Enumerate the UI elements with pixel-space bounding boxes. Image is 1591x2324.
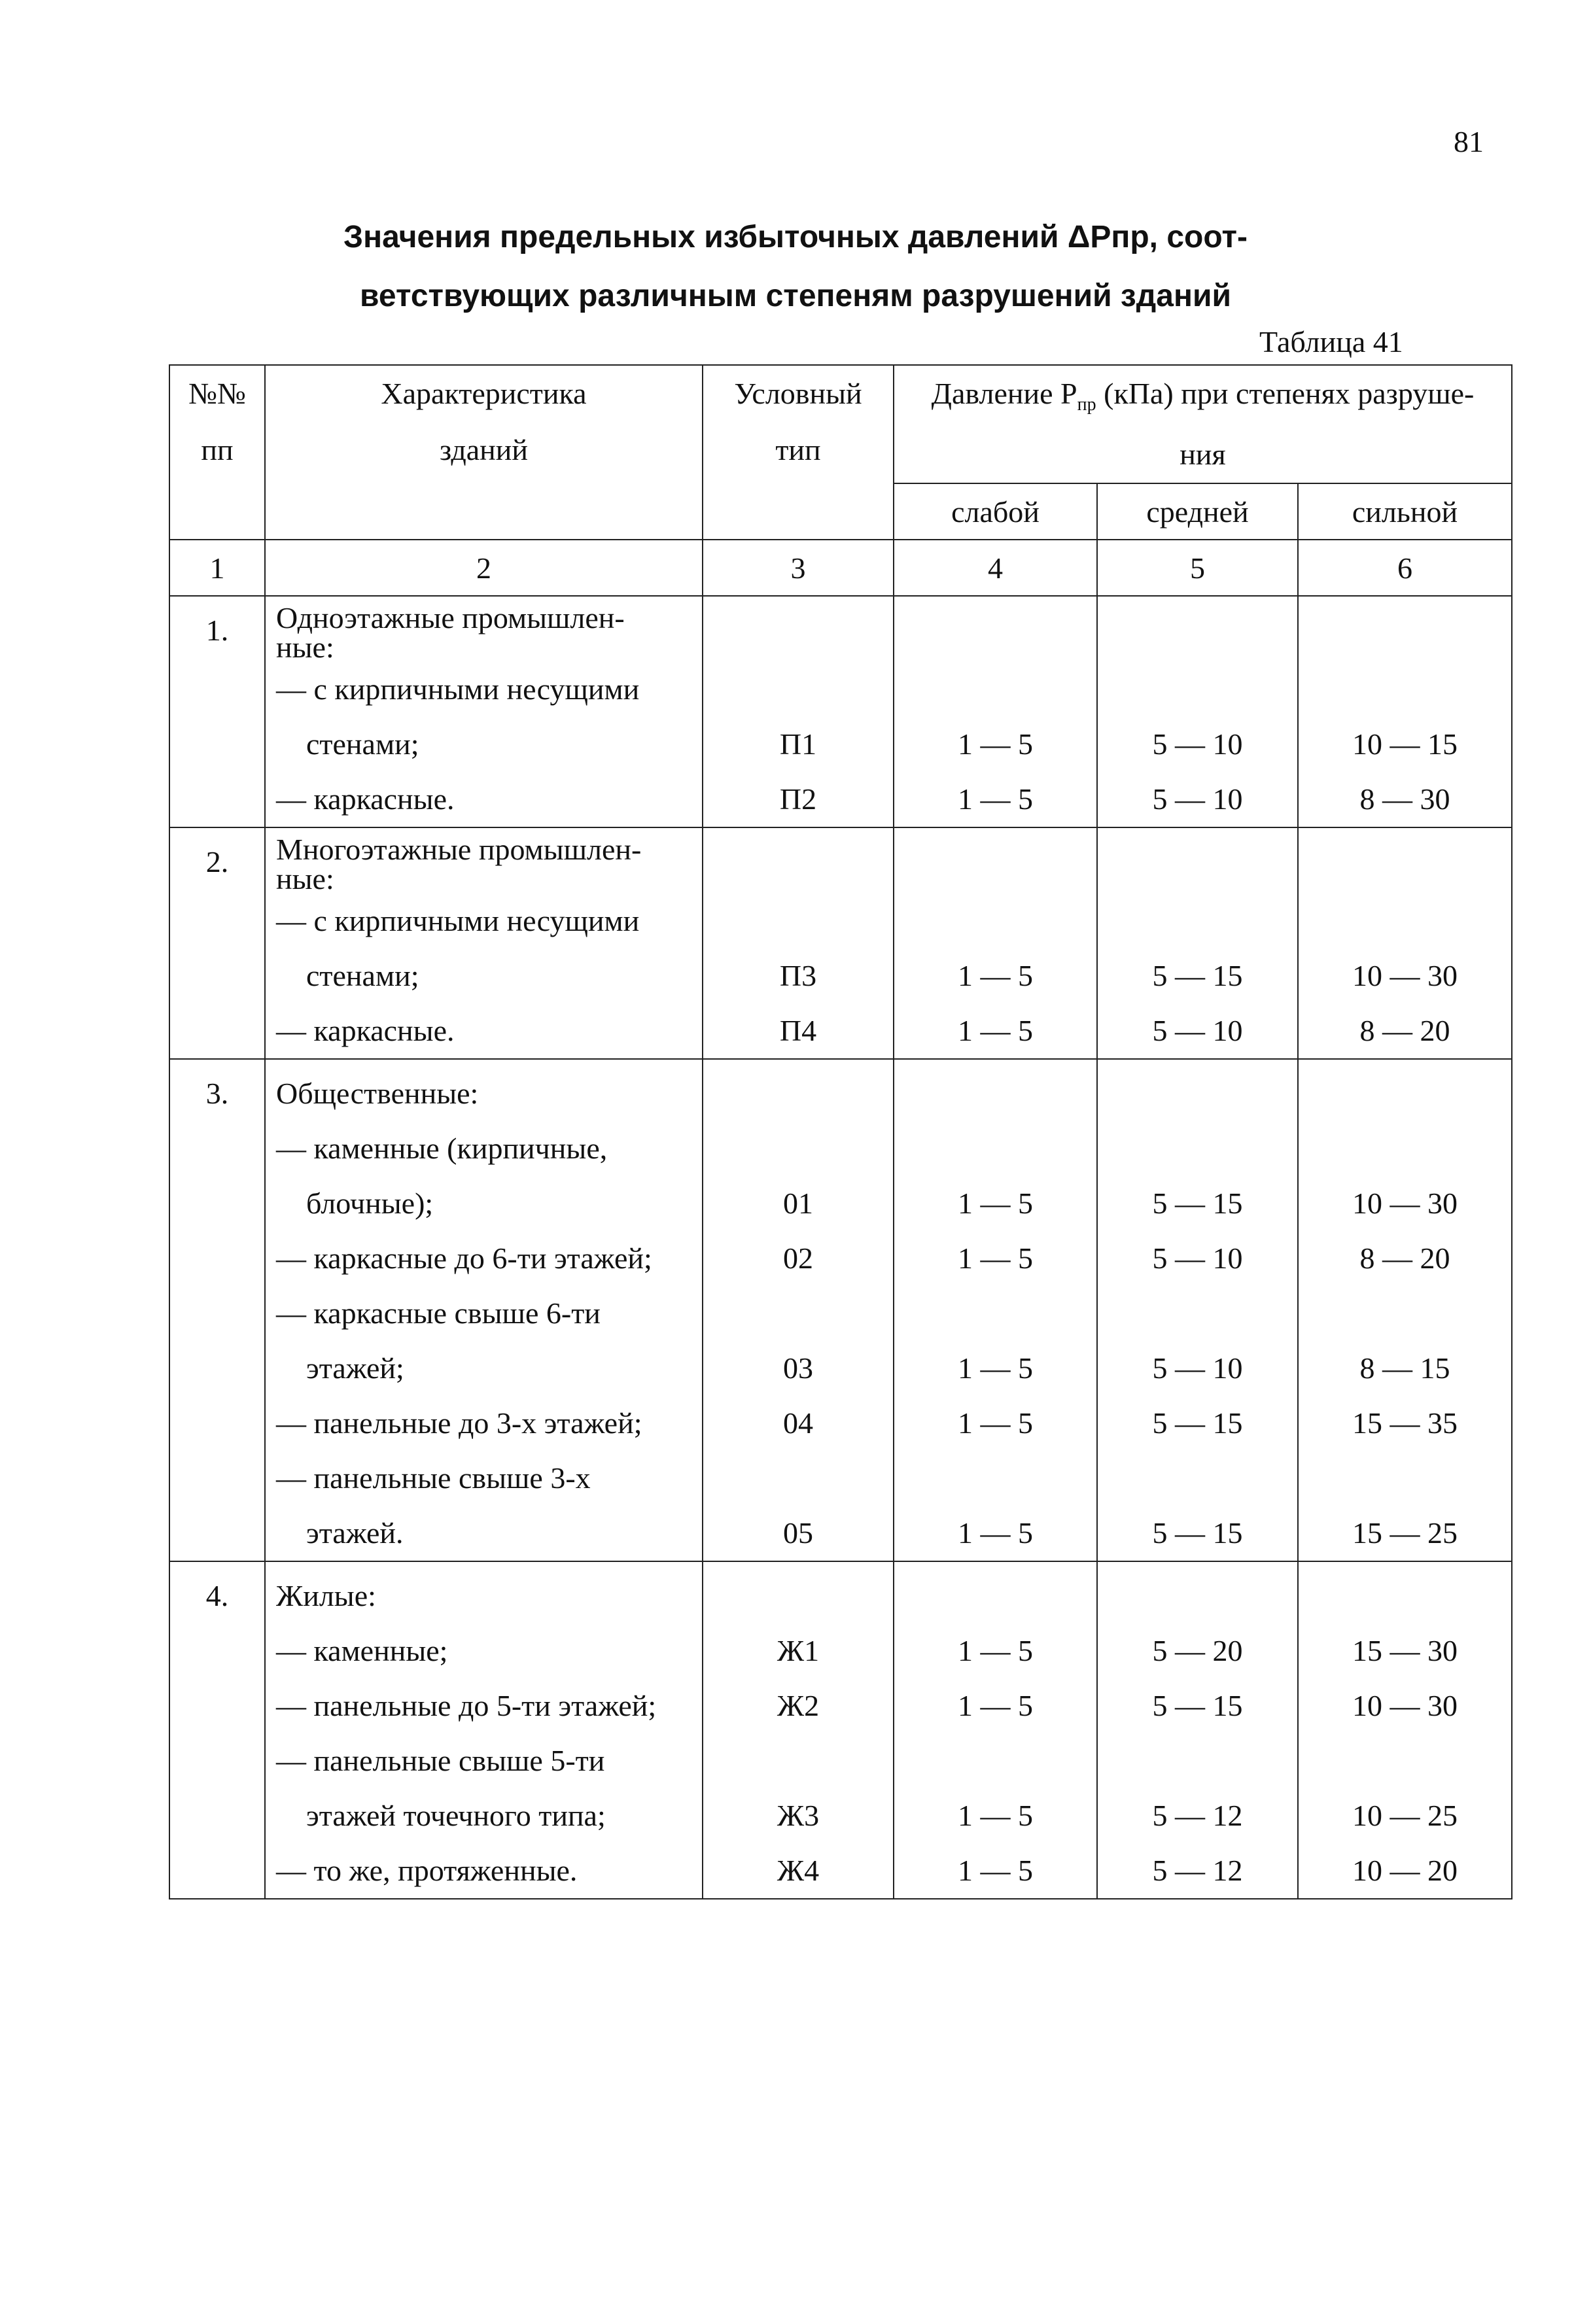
conditional-type-line: 04: [783, 1406, 813, 1440]
pressure-weak-line: [894, 1121, 1096, 1176]
pressure-medium-line: [1098, 662, 1297, 717]
header-pressure: Давление $Р_{пр}$ (кПа) при степенях разруше- ния: [894, 365, 1512, 483]
pressure-medium-line: 5 — 10: [1152, 1351, 1243, 1385]
pressure-weak-line: 1 — 5: [958, 727, 1033, 761]
conditional-type-line: 03: [783, 1351, 813, 1385]
building-description-line: этажей точечного типа;: [276, 1799, 606, 1832]
pressure-weak-line: [894, 1569, 1096, 1623]
pressure-strong-line: [1299, 662, 1511, 717]
pressure-strong-line: [1299, 1451, 1511, 1506]
conditional-type: [703, 827, 894, 1059]
pressure-strong-line: 15 — 25: [1352, 1516, 1458, 1550]
header-type: Условный тип: [703, 365, 894, 540]
column-numbers-row: [169, 540, 1512, 596]
header-medium: средней: [1097, 483, 1298, 540]
building-description-line: — с кирпичными несущими: [276, 904, 640, 937]
building-description: [265, 827, 703, 1059]
pressure-weak-line: [894, 864, 1096, 893]
building-description-line: этажей.: [276, 1516, 404, 1550]
pressure-weak-line: 1 — 5: [958, 1799, 1033, 1832]
pressure-medium-line: [1098, 633, 1297, 662]
conditional-type-line: [703, 603, 893, 633]
pressure-strong-line: 15 — 30: [1352, 1634, 1458, 1667]
pressure-strong: [1298, 596, 1512, 827]
pressure-weak-line: [894, 1286, 1096, 1341]
building-description-line: стенами;: [276, 959, 419, 992]
pressure-medium-line: [1098, 603, 1297, 633]
conditional-type: [703, 1059, 894, 1561]
pressure-medium-line: 5 — 15: [1152, 1406, 1243, 1440]
pressure-medium-line: [1098, 1066, 1297, 1121]
pressure-medium: [1097, 596, 1298, 827]
conditional-type-line: П4: [779, 1014, 817, 1047]
building-description-line: — каркасные.: [276, 1014, 455, 1047]
pressure-strong-line: [1299, 1121, 1511, 1176]
conditional-type-line: П3: [779, 959, 817, 992]
pressure-medium: [1097, 1561, 1298, 1899]
pressure-medium-line: 5 — 12: [1152, 1799, 1243, 1832]
conditional-type-line: П2: [779, 782, 817, 816]
building-description: [265, 1059, 703, 1561]
pressure-weak: [894, 827, 1097, 1059]
conditional-type-line: Ж2: [777, 1689, 820, 1722]
pressure-weak-line: 1 — 5: [958, 1351, 1033, 1385]
pressure-weak-line: [894, 603, 1096, 633]
pressure-medium-line: 5 — 10: [1152, 782, 1243, 816]
conditional-type-line: [703, 1286, 893, 1341]
conditional-type-line: 02: [783, 1241, 813, 1275]
header-characteristic: Характеристика зданий: [265, 365, 703, 540]
conditional-type-line: 01: [783, 1187, 813, 1220]
pressure-weak-line: [894, 1066, 1096, 1121]
conditional-type-line: [703, 662, 893, 717]
row-number: 3.: [169, 1059, 265, 1561]
building-description-line: — панельные свыше 3-х: [276, 1461, 591, 1495]
pressure-weak-line: 1 — 5: [958, 1689, 1033, 1722]
pressure-medium-line: 5 — 15: [1152, 1187, 1243, 1220]
pressure-strong-line: [1299, 1066, 1511, 1121]
building-description-line: блочные);: [276, 1187, 434, 1220]
conditional-type-line: [703, 633, 893, 662]
conditional-type-line: Ж1: [777, 1634, 820, 1667]
header-num: №№ пп: [169, 365, 265, 540]
pressure-medium-line: [1098, 1451, 1297, 1506]
conditional-type-line: [703, 864, 893, 893]
conditional-type-line: [703, 1121, 893, 1176]
pressure-strong-line: [1299, 1733, 1511, 1788]
pressure-weak-line: 1 — 5: [958, 1406, 1033, 1440]
building-description: [265, 596, 703, 827]
building-description-line: ные:: [276, 631, 334, 664]
header-row: [169, 365, 1512, 483]
pressure-strong-line: [1299, 864, 1511, 893]
conditional-type-line: Ж4: [777, 1854, 820, 1887]
conditional-type-line: 05: [783, 1516, 813, 1550]
pressure-medium-line: 5 — 12: [1152, 1854, 1243, 1887]
pressure-strong-line: 8 — 15: [1359, 1351, 1450, 1385]
pressure-weak-line: [894, 835, 1096, 864]
pressure-weak-line: 1 — 5: [958, 1516, 1033, 1550]
conditional-type-line: [703, 835, 893, 864]
col-number-3: 3: [703, 540, 894, 596]
pressure-medium-line: [1098, 864, 1297, 893]
table-row: [169, 827, 1512, 1059]
pressure-medium-line: 5 — 15: [1152, 1689, 1243, 1722]
pressure-weak-line: 1 — 5: [958, 1241, 1033, 1275]
pressure-strong-line: 10 — 30: [1352, 959, 1458, 992]
pressure-medium-line: [1098, 1569, 1297, 1623]
conditional-type-line: [703, 1569, 893, 1623]
col-number-1: 1: [169, 540, 265, 596]
building-description-line: этажей;: [276, 1351, 404, 1385]
pressure-weak-line: 1 — 5: [958, 1634, 1033, 1667]
pressure-medium-line: [1098, 893, 1297, 948]
col-number-6: 6: [1298, 540, 1512, 596]
conditional-type-line: [703, 1066, 893, 1121]
col-number-5: 5: [1097, 540, 1298, 596]
pressure-strong: [1298, 827, 1512, 1059]
pressure-medium-line: 5 — 10: [1152, 1014, 1243, 1047]
pressure-medium-line: [1098, 1286, 1297, 1341]
building-description-line: Общественные:: [276, 1077, 479, 1110]
table-row: [169, 1561, 1512, 1899]
pressure-strong-line: [1299, 1286, 1511, 1341]
pressure-strong-line: [1299, 835, 1511, 864]
pressure-weak-line: [894, 1451, 1096, 1506]
pressure-medium-line: 5 — 15: [1152, 1516, 1243, 1550]
building-description-line: — каменные (кирпичные,: [276, 1132, 608, 1165]
pressure-weak: [894, 596, 1097, 827]
pressure-medium: [1097, 1059, 1298, 1561]
pressure-weak-line: 1 — 5: [958, 1854, 1033, 1887]
pressure-strong-line: 10 — 20: [1352, 1854, 1458, 1887]
building-description-line: — каркасные.: [276, 782, 455, 816]
building-description-line: Многоэтажные промышлен-: [276, 833, 642, 866]
pressure-weak-line: 1 — 5: [958, 959, 1033, 992]
pressure-medium-line: 5 — 15: [1152, 959, 1243, 992]
table-caption: Таблица 41: [1259, 325, 1403, 358]
conditional-type-line: [703, 1451, 893, 1506]
page-number: 81: [1454, 125, 1484, 158]
building-description-line: — панельные свыше 5-ти: [276, 1744, 605, 1777]
header-strong: сильной: [1298, 483, 1512, 540]
conditional-type-line: П1: [779, 727, 817, 761]
pressure-strong-line: [1299, 603, 1511, 633]
conditional-type-line: [703, 1733, 893, 1788]
pressure-medium-line: 5 — 10: [1152, 727, 1243, 761]
pressure-medium-line: 5 — 10: [1152, 1241, 1243, 1275]
pressure-strong-line: 10 — 30: [1352, 1187, 1458, 1220]
pressure-strong-line: [1299, 1569, 1511, 1623]
building-description-line: — каркасные свыше 6-ти: [276, 1296, 601, 1330]
pressure-strong-line: [1299, 633, 1511, 662]
pressure-weak: [894, 1561, 1097, 1899]
col-number-2: 2: [265, 540, 703, 596]
pressure-medium-line: 5 — 20: [1152, 1634, 1243, 1667]
building-description-line: ные:: [276, 862, 334, 895]
row-number: 4.: [169, 1561, 265, 1899]
pressure-strong-line: 10 — 15: [1352, 727, 1458, 761]
title-line-2: ветствующих различным степеням разрушений зданий: [360, 279, 1231, 313]
pressure-strong-line: [1299, 893, 1511, 948]
header-weak: слабой: [894, 483, 1097, 540]
building-description-line: — каркасные до 6-ти этажей;: [276, 1241, 652, 1275]
building-description-line: — панельные до 5-ти этажей;: [276, 1689, 657, 1722]
pressure-medium-line: [1098, 1121, 1297, 1176]
building-description: [265, 1561, 703, 1899]
table-row: [169, 1059, 1512, 1561]
pressure-table: [169, 364, 1512, 1899]
pressure-strong-line: 10 — 30: [1352, 1689, 1458, 1722]
pressure-medium-line: [1098, 835, 1297, 864]
pressure-strong-line: 8 — 20: [1359, 1014, 1450, 1047]
pressure-strong: [1298, 1059, 1512, 1561]
col-number-4: 4: [894, 540, 1097, 596]
pressure-weak-line: 1 — 5: [958, 1014, 1033, 1047]
pressure-weak-line: [894, 633, 1096, 662]
building-description-line: — каменные;: [276, 1634, 448, 1667]
row-number: 1.: [169, 596, 265, 827]
pressure-strong-line: 15 — 35: [1352, 1406, 1458, 1440]
pressure-strong-line: 8 — 30: [1359, 782, 1450, 816]
pressure-weak-line: [894, 1733, 1096, 1788]
title-line-1: Значения предельных избыточных давлений ΔРпр, соот-: [343, 220, 1248, 254]
building-description-line: — панельные до 3-х этажей;: [276, 1406, 642, 1440]
pressure-weak-line: 1 — 5: [958, 782, 1033, 816]
pressure-strong-line: 10 — 25: [1352, 1799, 1458, 1832]
row-number: 2.: [169, 827, 265, 1059]
pressure-weak-line: [894, 893, 1096, 948]
conditional-type: [703, 1561, 894, 1899]
building-description-line: стенами;: [276, 727, 419, 761]
building-description-line: Одноэтажные промышлен-: [276, 601, 625, 634]
building-description-line: Жилые:: [276, 1579, 376, 1612]
table-title: [0, 208, 1591, 326]
table-row: [169, 596, 1512, 827]
pressure-weak: [894, 1059, 1097, 1561]
pressure-weak-line: [894, 662, 1096, 717]
building-description-line: — с кирпичными несущими: [276, 672, 640, 706]
conditional-type-line: [703, 893, 893, 948]
conditional-type: [703, 596, 894, 827]
pressure-strong-line: 8 — 20: [1359, 1241, 1450, 1275]
pressure-medium-line: [1098, 1733, 1297, 1788]
pressure-strong: [1298, 1561, 1512, 1899]
conditional-type-line: Ж3: [777, 1799, 820, 1832]
pressure-weak-line: 1 — 5: [958, 1187, 1033, 1220]
pressure-medium: [1097, 827, 1298, 1059]
building-description-line: — то же, протяженные.: [276, 1854, 578, 1887]
